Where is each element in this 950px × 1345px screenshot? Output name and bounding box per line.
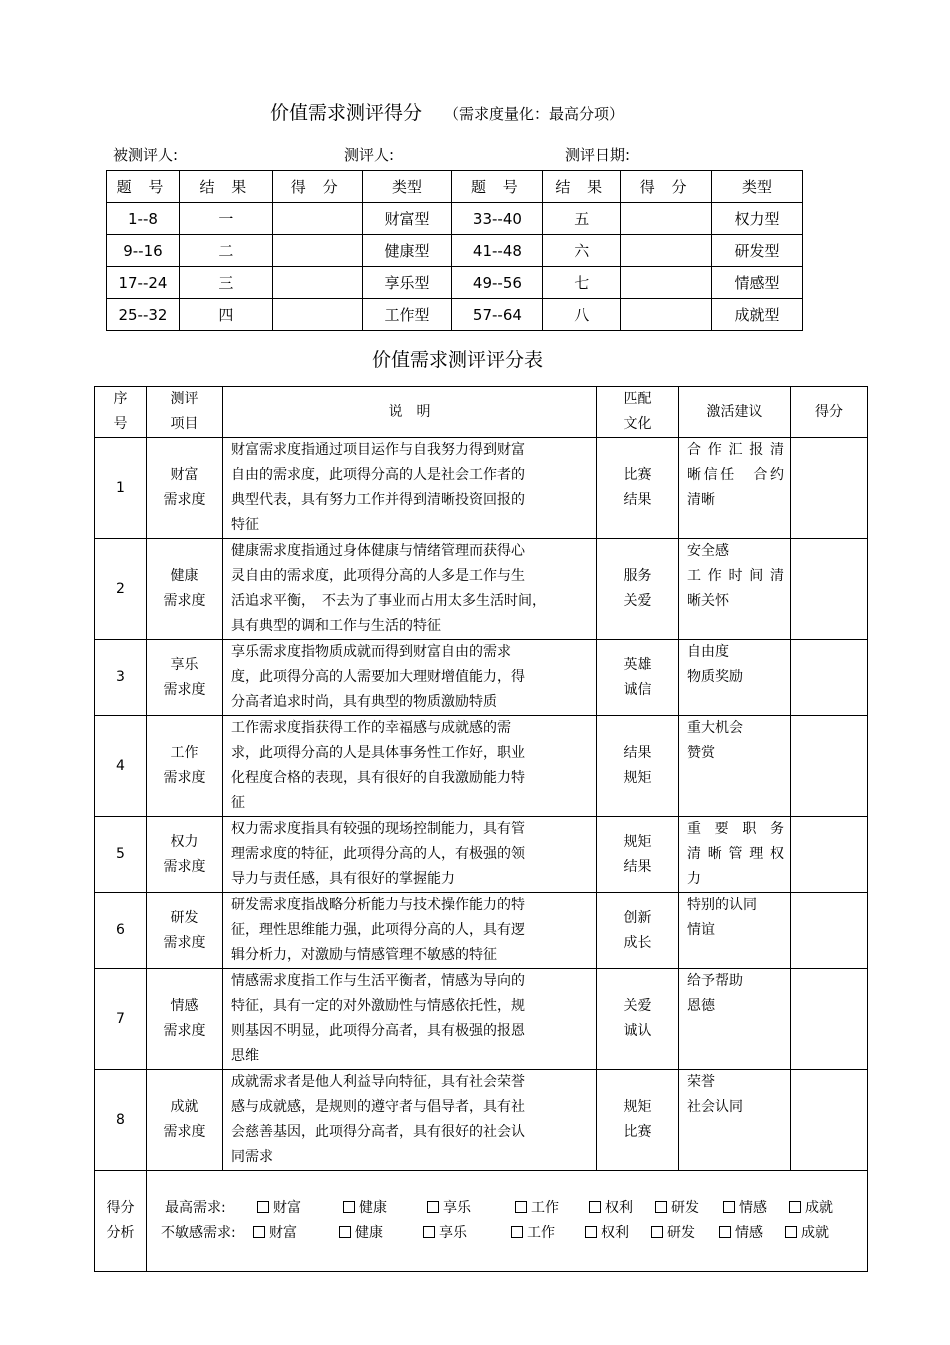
row-item — [147, 1070, 223, 1171]
row-score[interactable] — [791, 640, 868, 716]
max-need-label: 最高需求: — [165, 1200, 226, 1216]
cell: 六 — [543, 235, 621, 267]
row-score[interactable] — [791, 1070, 868, 1171]
row-score[interactable] — [791, 716, 868, 817]
option-label: 财富 — [269, 1225, 297, 1241]
cell: 成就型 — [712, 299, 803, 331]
cell: 二 — [179, 235, 272, 267]
suggest-line: 安全感 — [687, 543, 729, 559]
eval-table-body — [95, 438, 868, 1171]
cell: 25--32 — [107, 299, 180, 331]
cell: 41--48 — [452, 235, 543, 267]
row-culture — [597, 539, 679, 640]
cell: 五 — [543, 203, 621, 235]
checkbox-icon[interactable] — [719, 1226, 731, 1238]
desc-line: 感与成就感，是规则的遵守者与倡导者，具有社 — [231, 1099, 525, 1115]
header-text: 测评 — [170, 391, 199, 407]
row-score[interactable] — [791, 438, 868, 539]
header-cell: 类型 — [362, 171, 452, 203]
checkbox-icon[interactable] — [785, 1226, 797, 1238]
eval-row — [95, 539, 868, 640]
need-option[interactable] — [585, 1221, 651, 1246]
cell: 健康型 — [362, 235, 452, 267]
item-text: 需求度 — [163, 858, 206, 875]
header-cell: 题 号 — [107, 171, 180, 203]
checkbox-icon[interactable] — [655, 1201, 667, 1213]
item-text: 成就 — [170, 1099, 199, 1115]
row-culture — [597, 438, 679, 539]
culture-text: 结果 — [623, 745, 652, 761]
row-number: 3 — [95, 640, 147, 716]
cell: 工作型 — [362, 299, 452, 331]
culture-text: 结果 — [623, 492, 652, 508]
need-option[interactable] — [515, 1196, 589, 1221]
option-label: 研发 — [667, 1225, 695, 1241]
desc-line: 导力与责任感，具有很好的掌握能力 — [231, 871, 455, 887]
culture-text: 比赛 — [623, 467, 652, 483]
cell: 八 — [543, 299, 621, 331]
summary-label — [95, 1171, 147, 1272]
desc-line: 化程度合格的表现，具有很好的自我激励能力特 — [231, 770, 525, 786]
cell: 权力型 — [712, 203, 803, 235]
header-suggest: 激活建议 — [679, 387, 791, 438]
option-label: 享乐 — [439, 1225, 467, 1241]
option-label: 财富 — [273, 1200, 301, 1216]
row-score[interactable] — [791, 969, 868, 1070]
item-text: 需求度 — [163, 1023, 206, 1039]
row-item — [147, 716, 223, 817]
row-score[interactable] — [791, 817, 868, 893]
cell: 17--24 — [107, 267, 180, 299]
item-text: 健康 — [170, 568, 199, 584]
row-description — [223, 539, 597, 640]
item-text: 需求度 — [163, 593, 206, 609]
checkbox-icon[interactable] — [423, 1226, 435, 1238]
item-text: 情感 — [170, 998, 199, 1014]
suggest-line: 特别的认同 — [687, 897, 757, 913]
header-text: 项目 — [170, 416, 199, 432]
suggest-line: 晰信任 合约 — [687, 467, 784, 483]
row-item — [147, 893, 223, 969]
culture-text: 规矩 — [623, 770, 652, 786]
culture-text: 英雄 — [623, 656, 652, 673]
culture-text: 服务 — [623, 568, 652, 584]
desc-line: 分高者追求时尚，具有典型的物质激励特质 — [231, 694, 497, 710]
row-number: 7 — [95, 969, 147, 1070]
need-option[interactable] — [511, 1221, 585, 1246]
summary-label-text: 得分 — [106, 1200, 135, 1216]
score-table-row — [107, 203, 803, 235]
option-label: 研发 — [671, 1200, 699, 1216]
cell: 研发型 — [712, 235, 803, 267]
option-label: 情感 — [739, 1200, 767, 1216]
cell: 三 — [179, 267, 272, 299]
eval-row — [95, 817, 868, 893]
suggest-line: 清晰 — [687, 492, 715, 508]
desc-line: 理需求度的特征，此项得分高的人，有极强的领 — [231, 846, 525, 862]
row-culture — [597, 817, 679, 893]
row-culture — [597, 893, 679, 969]
option-label: 工作 — [531, 1200, 559, 1216]
desc-line: 征 — [231, 795, 245, 811]
score-cell[interactable] — [272, 235, 362, 267]
row-description — [223, 640, 597, 716]
cell: 49--56 — [452, 267, 543, 299]
min-need-label: 不敏感需求: — [161, 1225, 236, 1241]
header-text: 序 — [113, 391, 128, 407]
header-desc: 说 明 — [223, 387, 597, 438]
header-culture — [597, 387, 679, 438]
score-table-row — [107, 299, 803, 331]
cell: 情感型 — [712, 267, 803, 299]
desc-line: 同需求 — [231, 1149, 273, 1165]
row-number: 1 — [95, 438, 147, 539]
desc-line: 典型代表，具有努力工作并得到清晰投资回报的 — [231, 492, 525, 508]
row-number: 5 — [95, 817, 147, 893]
culture-text: 创新 — [623, 909, 652, 926]
suggest-line: 清晰管理权 — [687, 846, 784, 862]
need-option[interactable] — [427, 1196, 515, 1221]
suggest-line: 晰关怀 — [687, 593, 729, 609]
suggest-line: 情谊 — [687, 922, 715, 938]
suggest-line: 工作时间清 — [687, 568, 784, 584]
checkbox-icon[interactable] — [427, 1201, 439, 1213]
title-subtitle: （需求度量化：最高分项） — [444, 105, 625, 123]
cell: 七 — [543, 267, 621, 299]
eval-table-header — [95, 387, 868, 438]
row-suggestion — [679, 640, 791, 716]
score-cell[interactable] — [272, 299, 362, 331]
row-suggestion — [679, 817, 791, 893]
header-cell: 类型 — [712, 171, 803, 203]
need-option[interactable] — [343, 1196, 427, 1221]
item-text: 需求度 — [163, 681, 206, 698]
desc-line: 辑分析力，对激励与情感管理不敏感的特征 — [231, 947, 497, 963]
checkbox-icon[interactable] — [343, 1201, 355, 1213]
item-text: 工作 — [170, 745, 199, 761]
suggest-line: 恩德 — [687, 998, 715, 1014]
cell: 1--8 — [107, 203, 180, 235]
row-suggestion — [679, 716, 791, 817]
checkbox-icon[interactable] — [339, 1226, 351, 1238]
suggest-line: 物质奖励 — [687, 669, 743, 685]
row-number: 4 — [95, 716, 147, 817]
header-cell: 得 分 — [621, 171, 712, 203]
eval-row — [95, 716, 868, 817]
suggest-line: 给予帮助 — [687, 973, 743, 989]
suggest-line: 重大机会 — [687, 720, 743, 736]
cell: 四 — [179, 299, 272, 331]
header-cell: 题 号 — [452, 171, 543, 203]
option-label: 享乐 — [443, 1200, 471, 1216]
desc-line: 思维 — [231, 1048, 259, 1064]
need-option[interactable] — [339, 1221, 423, 1246]
cell: 财富型 — [362, 203, 452, 235]
desc-line: 情感需求度指工作与生活平衡者，情感为导向的 — [231, 973, 525, 989]
score-cell[interactable] — [272, 267, 362, 299]
desc-line: 成就需求者是他人利益导向特征，具有社会荣誉 — [231, 1074, 525, 1090]
desc-line: 度，此项得分高的人需要加大理财增值能力，得 — [231, 669, 525, 685]
desc-line: 财富需求度指通过项目运作与自我努力得到财富 — [231, 442, 525, 458]
need-option[interactable] — [253, 1221, 339, 1246]
row-description — [223, 1070, 597, 1171]
desc-line: 工作需求度指获得工作的幸福感与成就感的需 — [231, 720, 511, 736]
need-option[interactable] — [589, 1196, 655, 1221]
suggest-line: 社会认同 — [687, 1099, 743, 1115]
score-table-header — [107, 171, 803, 203]
cell: 57--64 — [452, 299, 543, 331]
row-item — [147, 817, 223, 893]
header-cell: 结 果 — [179, 171, 272, 203]
header-no — [95, 387, 147, 438]
desc-line: 求，此项得分高的人是具体事务性工作好，职业 — [231, 745, 525, 761]
header-text: 文化 — [623, 416, 652, 432]
row-item — [147, 640, 223, 716]
need-option[interactable] — [655, 1196, 723, 1221]
desc-line: 特征，具有一定的对外激励性与情感依托性，规 — [231, 998, 525, 1014]
row-description — [223, 969, 597, 1070]
eval-table-title: 价值需求测评评分表 — [372, 349, 544, 371]
row-item — [147, 969, 223, 1070]
option-label: 权利 — [605, 1200, 633, 1216]
score-cell[interactable] — [272, 203, 362, 235]
score-cell[interactable] — [621, 235, 712, 267]
row-description — [223, 817, 597, 893]
date-label: 测评日期: — [565, 146, 631, 164]
checkbox-icon[interactable] — [651, 1226, 663, 1238]
score-table-row — [107, 235, 803, 267]
culture-text: 成长 — [623, 934, 652, 951]
eval-row — [95, 1070, 868, 1171]
need-option[interactable] — [257, 1196, 343, 1221]
desc-line: 会慈善基因，此项得分高者，具有很好的社会认 — [231, 1124, 525, 1140]
row-description — [223, 716, 597, 817]
checkbox-icon[interactable] — [723, 1201, 735, 1213]
culture-text: 关爱 — [623, 593, 652, 609]
row-culture — [597, 1070, 679, 1171]
row-number: 8 — [95, 1070, 147, 1171]
eval-row — [95, 640, 868, 716]
header-cell: 结 果 — [543, 171, 621, 203]
max-need-line — [161, 1196, 867, 1221]
row-description — [223, 438, 597, 539]
suggest-line: 自由度 — [687, 644, 729, 660]
need-option[interactable] — [785, 1221, 845, 1246]
option-label: 工作 — [527, 1225, 555, 1241]
summary-label-text: 分析 — [106, 1225, 135, 1241]
desc-line: 具有典型的调和工作与生活的特征 — [231, 618, 441, 634]
culture-text: 诚认 — [623, 1023, 652, 1039]
row-suggestion — [679, 438, 791, 539]
page-title — [270, 98, 624, 125]
cell: 一 — [179, 203, 272, 235]
need-option[interactable] — [789, 1196, 849, 1221]
option-label: 健康 — [359, 1200, 387, 1216]
culture-text: 诚信 — [623, 681, 652, 698]
desc-line: 自由的需求度，此项得分高的人是社会工作者的 — [231, 467, 525, 483]
row-culture — [597, 640, 679, 716]
score-cell[interactable] — [621, 203, 712, 235]
row-culture — [597, 716, 679, 817]
checkbox-icon[interactable] — [515, 1201, 527, 1213]
header-text: 匹配 — [623, 391, 652, 407]
desc-line: 则基因不明显，此项得分高者，具有极强的报恩 — [231, 1023, 525, 1039]
item-text: 需求度 — [163, 770, 206, 786]
item-text: 需求度 — [163, 492, 206, 508]
title-text: 价值需求测评得分 — [270, 102, 423, 124]
option-label: 成就 — [801, 1225, 829, 1241]
option-label: 权利 — [601, 1225, 629, 1241]
header-cell: 得 分 — [272, 171, 362, 203]
evaluator-label: 测评人: — [344, 146, 395, 164]
row-suggestion — [679, 1070, 791, 1171]
eval-row — [95, 438, 868, 539]
desc-line: 权力需求度指具有较强的现场控制能力，具有管 — [231, 821, 525, 837]
item-text: 财富 — [170, 467, 199, 483]
need-option[interactable] — [423, 1221, 511, 1246]
suggest-line: 合作汇报清 — [687, 442, 784, 458]
header-score: 得分 — [791, 387, 868, 438]
checkbox-icon[interactable] — [257, 1201, 269, 1213]
need-option[interactable] — [719, 1221, 785, 1246]
culture-text: 比赛 — [623, 1124, 652, 1140]
culture-text: 关爱 — [623, 998, 652, 1014]
checkbox-icon[interactable] — [253, 1226, 265, 1238]
desc-line: 活追求平衡， 不去为了事业而占用太多生活时间， — [231, 593, 546, 609]
checkbox-icon[interactable] — [789, 1201, 801, 1213]
suggest-line: 赞赏 — [687, 745, 715, 761]
desc-line: 征，理性思维能力强，此项得分高的人，具有逻 — [231, 922, 525, 938]
desc-line: 特征 — [231, 517, 259, 533]
row-description — [223, 893, 597, 969]
row-item — [147, 539, 223, 640]
desc-line: 研发需求度指战略分析能力与技术操作能力的特 — [231, 897, 525, 913]
cell: 9--16 — [107, 235, 180, 267]
checkbox-icon[interactable] — [585, 1226, 597, 1238]
suggest-line: 重要职务 — [687, 821, 784, 837]
checkbox-icon[interactable] — [589, 1201, 601, 1213]
option-label: 健康 — [355, 1225, 383, 1241]
row-suggestion — [679, 539, 791, 640]
option-label: 成就 — [805, 1200, 833, 1216]
eval-row — [95, 893, 868, 969]
score-cell[interactable] — [621, 299, 712, 331]
header-item — [147, 387, 223, 438]
checkbox-icon[interactable] — [511, 1226, 523, 1238]
item-text: 研发 — [170, 909, 199, 926]
item-text: 享乐 — [170, 656, 199, 673]
evaluatee-label: 被测评人: — [113, 146, 179, 164]
option-label: 情感 — [735, 1225, 763, 1241]
cell: 享乐型 — [362, 267, 452, 299]
evaluation-table — [94, 386, 868, 1272]
row-suggestion — [679, 893, 791, 969]
item-text: 需求度 — [163, 1124, 206, 1140]
suggest-line: 力 — [687, 871, 701, 887]
summary-options — [147, 1171, 868, 1272]
desc-line: 健康需求度指通过身体健康与情绪管理而获得心 — [231, 543, 525, 559]
need-option[interactable] — [651, 1221, 719, 1246]
row-suggestion — [679, 969, 791, 1070]
need-option[interactable] — [723, 1196, 789, 1221]
row-score[interactable] — [791, 539, 868, 640]
item-text: 权力 — [170, 833, 199, 850]
culture-text: 规矩 — [623, 1099, 652, 1115]
row-item — [147, 438, 223, 539]
row-number: 2 — [95, 539, 147, 640]
header-text: 号 — [113, 416, 128, 432]
culture-text: 规矩 — [623, 833, 652, 850]
cell: 33--40 — [452, 203, 543, 235]
desc-line: 享乐需求度指物质成就而得到财富自由的需求 — [231, 644, 511, 660]
score-cell[interactable] — [621, 267, 712, 299]
row-culture — [597, 969, 679, 1070]
desc-line: 灵自由的需求度，此项得分高的人多是工作与生 — [231, 568, 525, 584]
culture-text: 结果 — [623, 858, 652, 875]
score-summary-table — [106, 170, 803, 331]
row-score[interactable] — [791, 893, 868, 969]
min-need-line — [161, 1221, 867, 1246]
eval-row — [95, 969, 868, 1070]
item-text: 需求度 — [163, 934, 206, 951]
row-number: 6 — [95, 893, 147, 969]
score-table-row — [107, 267, 803, 299]
summary-row — [95, 1171, 868, 1272]
suggest-line: 荣誉 — [687, 1074, 715, 1090]
